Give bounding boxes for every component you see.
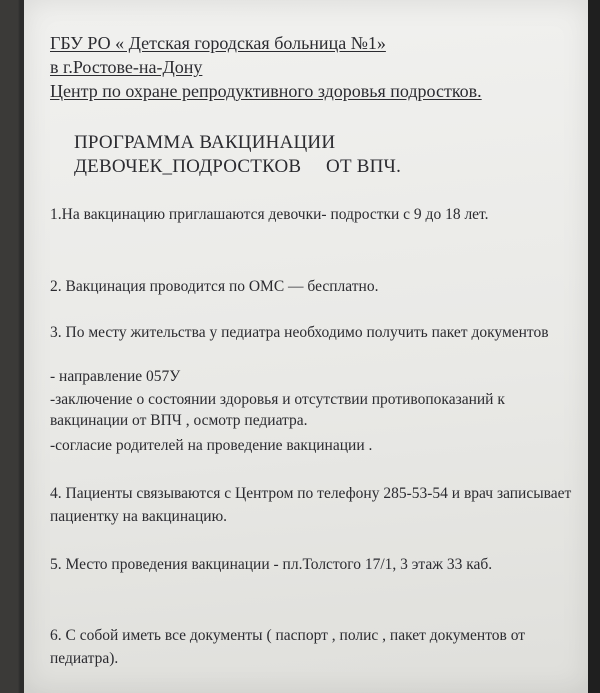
title-line-1: ПРОГРАММА ВАКЦИНАЦИИ: [74, 132, 336, 153]
item-1-eligibility: 1.На вакцинацию приглашаются девочки- подростки с 9 до 18 лет.: [50, 206, 489, 223]
item-6-required-documents: 6. С собой иметь все документы ( паспорт , полис , пакет документов от педиатра).: [50, 627, 526, 667]
item-2-free-of-charge: 2. Вакцинация проводится по ОМС — бесплатно.: [50, 278, 379, 295]
item-4-contact-phone: 4. Пациенты связываются с Центром по телефону 285-53-54 и врач записывает пациентку на вакцинацию.: [50, 485, 572, 525]
item-3-documents-intro: 3. По месту жительства у педиатра необходимо получить пакет документов: [50, 324, 549, 341]
paper-sheet: [24, 0, 590, 693]
item-3-parent-consent: -согласие родителей на проведение вакцинации .: [50, 437, 373, 454]
item-3-health-conclusion: -заключение о состоянии здоровья и отсутствии противопоказаний к вакцинации от ВПЧ , осмотр педиатра.: [50, 391, 505, 429]
photo-background-edge: [588, 0, 600, 693]
item-3-referral: - направление 057У: [50, 368, 181, 385]
header-center-name: Центр по охране репродуктивного здоровья подростков.: [50, 81, 482, 101]
item-5-location: 5. Место проведения вакцинации - пл.Толстого 17/1, 3 этаж 33 каб.: [50, 556, 493, 573]
header-city: в г.Ростове-на-Дону: [50, 57, 203, 77]
title-line-2: ДЕВОЧЕК_ПОДРОСТКОВ ОТ ВПЧ.: [74, 156, 402, 177]
header-hospital-name: ГБУ РО « Детская городская больница №1»: [50, 33, 386, 53]
